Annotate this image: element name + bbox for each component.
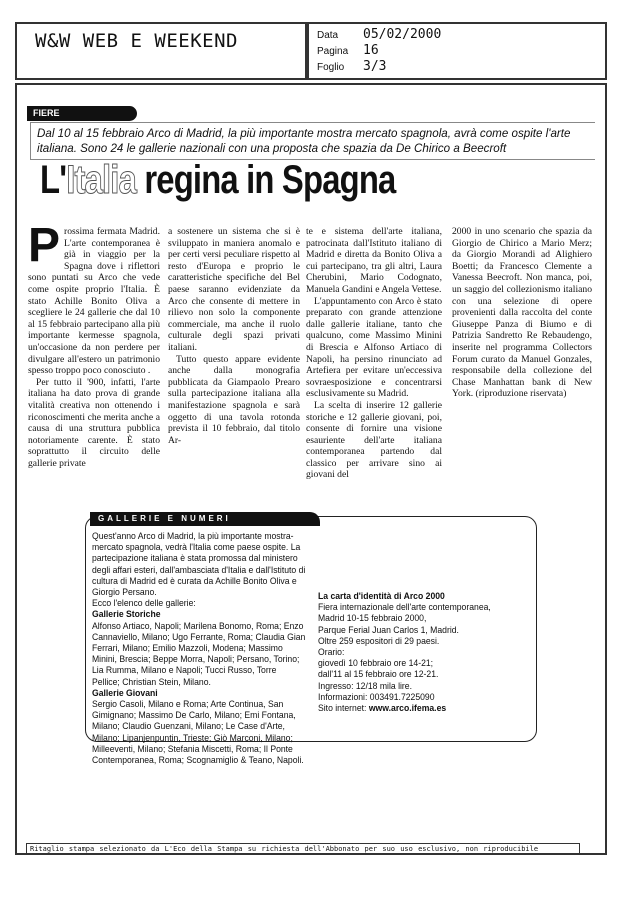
box-intro: Quest'anno Arco di Madrid, la più importante mostra-mercato spagnola, vedrà l'Italia come paese ospite. La partecipazione italiana è stata promossa dal ministero degli affari esteri, dall'ambasciata d'Italia e dall'Istituto di cultura di Madrid ed è curata da Achille Bonito Oliva e Giorgio Persano. — [92, 530, 306, 598]
paragraph: La scelta di inserire 12 gallerie storiche e 12 gallerie giovani, poi, consente di fornire una visione esauriente dell'arte italiana contemporanea partendo dal classico per arrivare sino ai giovani del — [306, 399, 442, 481]
publication-box — [15, 22, 307, 80]
article-column-1 — [28, 219, 160, 469]
paragraph: a sostenere un sistema che si è sviluppato in maniera anomalo e per certi versi peculiare rispetto al resto d'Europa e proprio le caratteristiche specifiche del Bel paese saranno evidenziate da Arco che consente di mettere in rilievo non solo la componente commerciale, ma anche il ruolo culturale degli spazi privati italiani. — [168, 226, 300, 353]
headline-italia: Italia — [66, 158, 137, 202]
sito-label: Sito internet: — [318, 702, 369, 714]
sito-line — [318, 702, 528, 713]
metadata-box — [307, 22, 607, 80]
article-column-3 — [306, 226, 442, 481]
paragraph: Tutto questo appare evidente anche dalla monografia pubblicata da Giampaolo Prearo sulla partecipazione italiana alla manifestazione spagnola e sarà oggetto di una tavola rotonda prevista il 10 febbraio, dal titolo Ar- — [168, 353, 300, 446]
article-subtitle: Dal 10 al 15 febbraio Arco di Madrid, la più importante mostra mercato spagnola, avrà come ospite l'arte italiana. Sono 24 le gallerie nazionali con una proposta che spazia da De Chirico a Beecroft — [30, 122, 595, 160]
carta-line: Fiera internazionale dell'arte contemporanea, — [318, 601, 491, 613]
headline-rest: regina in Spagna — [136, 158, 396, 202]
foglio-value: 3/3 — [363, 59, 387, 74]
article-column-4 — [452, 226, 592, 400]
pagina-label: Pagina — [317, 46, 349, 57]
paragraph: te e sistema dell'arte italiana, patrocinata dall'Istituto italiano di Madrid e diretta da Bonito Oliva a cui partecipano, tra gli altri, Laura Cherubini, Mario Codognato, Manuela Gandini e Angela Vettese. — [306, 226, 442, 295]
storiche-title: Gallerie Storiche — [92, 608, 161, 620]
paragraph: 2000 in uno scenario che spazia da Giorgio de Chirico a Mario Merz; da Giorgio Morandi ad Alighiero Boetti; da Francesco Clemente a Vanessa Beecroft. Non manca, poi, un saggio del collezionismo italiano con una selezione di opere provenienti dalla raccolta del conte Giuseppe Panza di Biumo e di Patrizia Sandretto Re Rebaudengo, inserite nel programma Collectors Forum curato da Manuel Gonzales, responsabile della collezione del Chase Manhattan bank di New York. (riproduzione riservata) — [452, 226, 592, 400]
article-column-2 — [168, 226, 300, 446]
carta-line: Informazioni: 003491.7225090 — [318, 690, 435, 702]
foglio-label: Foglio — [317, 62, 345, 73]
data-value: 05/02/2000 — [363, 27, 442, 42]
carta-line: Orario: — [318, 646, 345, 658]
box-list-intro: Ecco l'elenco delle gallerie: — [92, 597, 196, 609]
carta-line: dall'11 al 15 febbraio ore 12-21. — [318, 668, 439, 680]
spacer — [318, 530, 528, 590]
paragraph: L'appuntamento con Arco è stato preparato con grande attenzione dalle gallerie italiane, tanto che qualcuno, come Massimo Minini di Brescia e Alfonso Artiaco di Napoli, ha persino rinunciato ad Artefiera per evitare un'eccessiva sovraesposizione e concentrarsi esclusivamente su Madrid. — [306, 295, 442, 400]
publication-name: W&W WEB E WEEKEND — [35, 30, 238, 52]
data-label: Data — [317, 30, 339, 41]
giovani-list: Sergio Casoli, Milano e Roma; Arte Continua, San Gimignano; Massimo De Carlo, Milano; Emi Fontana, Milano; Claudio Guenzani, Milano; Le Case d'Arte, Milano; Lipanjenpuntin, Trieste; Giò Marconi, Milano; Milleeventi, Milano; Stefania Miscetti, Roma; Il Ponte Contemporanea, Roma; Scognamiglio & Teano, Napoli. — [92, 698, 304, 766]
drop-cap: P — [28, 219, 61, 272]
carta-line: giovedì 10 febbraio ore 14-21; — [318, 657, 434, 669]
footer-notice: Ritaglio stampa selezionato da L'Eco della Stampa su richiesta dell'Abbonato per suo uso esclusivo, non riproducibile — [26, 843, 580, 855]
giovani-title: Gallerie Giovani — [92, 686, 158, 698]
sito-url: www.arco.ifema.es — [368, 702, 447, 714]
box-column-2 — [318, 530, 528, 713]
article-headline — [40, 158, 395, 203]
carta-line: Madrid 10-15 febbraio 2000, — [318, 612, 427, 624]
paragraph: rossima fermata Madrid. L'arte contemporanea è già in viaggio per la Spagna dove i riflettori sono puntati su Arco che vede come ospite proprio l'Italia. È stato Achille Bonito Oliva a scegliere le 24 gallerie che dal 10 al 15 febbraio partecipano alla più importante kermesse spagnola, un'occasione da non perdere per divulgare all'estero un patrimonio spesso troppo poco conosciuto . — [28, 226, 160, 377]
section-tag: FIERE — [27, 106, 137, 121]
storiche-list: Alfonso Artiaco, Napoli; Marilena Bonomo, Roma; Enzo Cannaviello, Milano; Ugo Ferrante, Roma; Claudia Gian Ferrari, Milano; Emilio Mazzoli, Modena; Massimo Minini, Brescia; Beppe Morra, Napoli; Persano, Torino; Lia Rumma, Milano e Napoli; Tucci Russo, Torre Pellice; Christian Stein, Milano. — [92, 619, 306, 687]
headline-prefix: L' — [40, 158, 67, 202]
carta-line: Parque Ferial Juan Carlos 1, Madrid. — [318, 623, 459, 635]
paragraph: Per tutto il '900, infatti, l'arte italiana ha dato prova di grande vitalità creativa non ottenendo i riconoscimenti che merita anche a causa di una struttura pubblica notoriamente carente. È stato soprattutto il circuito delle gallerie private — [28, 376, 160, 469]
carta-line: Oltre 259 espositori di 29 paesi. — [318, 634, 440, 646]
carta-line: Ingresso: 12/18 mila lire. — [318, 679, 412, 691]
box-title: GALLERIE E NUMERI — [90, 512, 320, 526]
carta-title: La carta d'identità di Arco 2000 — [318, 590, 445, 601]
box-column-1 — [92, 530, 305, 765]
pagina-value: 16 — [363, 43, 379, 58]
